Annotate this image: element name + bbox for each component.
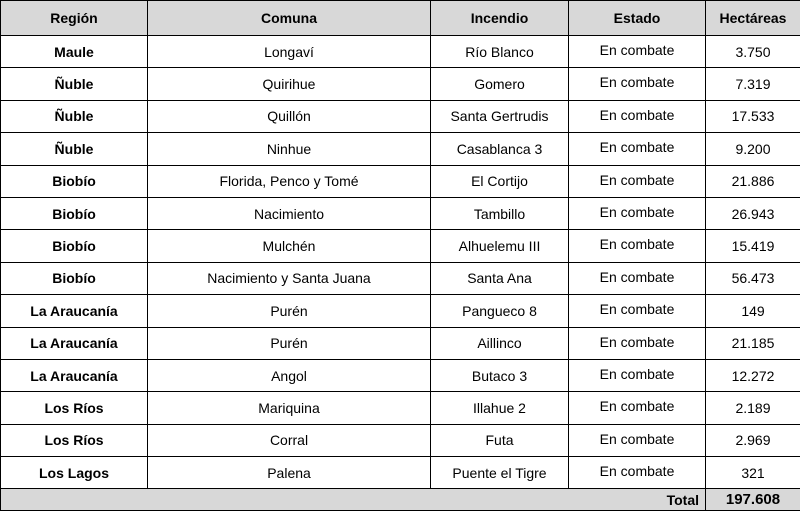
cell-comuna: Quillón (148, 100, 431, 132)
cell-hectareas: 7.319 (706, 68, 800, 100)
cell-hectareas: 321 (706, 457, 800, 489)
table-row (1, 133, 800, 165)
cell-incendio: Puente el Tigre (431, 457, 569, 489)
cell-estado: En combate (569, 133, 706, 165)
cell-estado: En combate (569, 392, 706, 424)
table-row (1, 36, 800, 68)
cell-comuna: Longaví (148, 36, 431, 68)
cell-comuna: Florida, Penco y Tomé (148, 165, 431, 197)
total-label: Total (569, 489, 706, 511)
cell-incendio: Río Blanco (431, 36, 569, 68)
cell-comuna: Mariquina (148, 392, 431, 424)
table-row (1, 457, 800, 489)
table-row (1, 327, 800, 359)
cell-region: Los Ríos (1, 424, 148, 456)
cell-estado: En combate (569, 295, 706, 327)
cell-estado: En combate (569, 68, 706, 100)
table-row (1, 392, 800, 424)
cell-region: Biobío (1, 230, 148, 262)
cell-hectareas: 3.750 (706, 36, 800, 68)
cell-hectareas: 26.943 (706, 197, 800, 229)
cell-region: Ñuble (1, 100, 148, 132)
cell-incendio: Casablanca 3 (431, 133, 569, 165)
cell-comuna: Purén (148, 295, 431, 327)
cell-region: Ñuble (1, 68, 148, 100)
cell-region: Maule (1, 36, 148, 68)
table-row (1, 100, 800, 132)
cell-comuna: Palena (148, 457, 431, 489)
cell-incendio: Gomero (431, 68, 569, 100)
table-row (1, 262, 800, 294)
cell-region: La Araucanía (1, 327, 148, 359)
cell-comuna: Quirihue (148, 68, 431, 100)
table-row (1, 359, 800, 391)
cell-estado: En combate (569, 230, 706, 262)
cell-estado: En combate (569, 197, 706, 229)
cell-estado: En combate (569, 457, 706, 489)
cell-incendio: Pangueco 8 (431, 295, 569, 327)
table-row (1, 424, 800, 456)
table-row (1, 230, 800, 262)
cell-incendio: Aillinco (431, 327, 569, 359)
cell-incendio: Tambillo (431, 197, 569, 229)
cell-region: Los Lagos (1, 457, 148, 489)
cell-hectareas: 2.189 (706, 392, 800, 424)
cell-comuna: Mulchén (148, 230, 431, 262)
cell-hectareas: 9.200 (706, 133, 800, 165)
cell-estado: En combate (569, 36, 706, 68)
cell-comuna: Ninhue (148, 133, 431, 165)
cell-hectareas: 21.886 (706, 165, 800, 197)
cell-hectareas: 21.185 (706, 327, 800, 359)
cell-incendio: Illahue 2 (431, 392, 569, 424)
table-body (1, 36, 800, 489)
total-value: 197.608 (706, 489, 800, 511)
cell-incendio: Futa (431, 424, 569, 456)
cell-estado: En combate (569, 165, 706, 197)
cell-comuna: Nacimiento y Santa Juana (148, 262, 431, 294)
cell-estado: En combate (569, 424, 706, 456)
cell-hectareas: 12.272 (706, 359, 800, 391)
cell-hectareas: 2.969 (706, 424, 800, 456)
cell-incendio: Santa Ana (431, 262, 569, 294)
header-region: Región (1, 1, 148, 36)
cell-incendio: Alhuelemu III (431, 230, 569, 262)
cell-incendio: El Cortijo (431, 165, 569, 197)
header-incendio: Incendio (431, 1, 569, 36)
cell-region: Biobío (1, 262, 148, 294)
cell-hectareas: 56.473 (706, 262, 800, 294)
cell-estado: En combate (569, 359, 706, 391)
header-estado: Estado (569, 1, 706, 36)
cell-comuna: Purén (148, 327, 431, 359)
table-header (1, 1, 800, 36)
cell-region: Biobío (1, 165, 148, 197)
cell-incendio: Santa Gertrudis (431, 100, 569, 132)
table-row (1, 165, 800, 197)
cell-comuna: Corral (148, 424, 431, 456)
cell-region: La Araucanía (1, 295, 148, 327)
header-comuna: Comuna (148, 1, 431, 36)
cell-hectareas: 149 (706, 295, 800, 327)
header-row (1, 1, 800, 36)
cell-region: La Araucanía (1, 359, 148, 391)
cell-region: Los Ríos (1, 392, 148, 424)
table-row (1, 197, 800, 229)
cell-comuna: Nacimiento (148, 197, 431, 229)
header-hectareas: Hectáreas (706, 1, 800, 36)
table-row (1, 295, 800, 327)
cell-region: Biobío (1, 197, 148, 229)
cell-hectareas: 15.419 (706, 230, 800, 262)
table-row (1, 68, 800, 100)
cell-estado: En combate (569, 100, 706, 132)
cell-estado: En combate (569, 262, 706, 294)
cell-comuna: Angol (148, 359, 431, 391)
cell-incendio: Butaco 3 (431, 359, 569, 391)
cell-region: Ñuble (1, 133, 148, 165)
cell-hectareas: 17.533 (706, 100, 800, 132)
cell-estado: En combate (569, 327, 706, 359)
